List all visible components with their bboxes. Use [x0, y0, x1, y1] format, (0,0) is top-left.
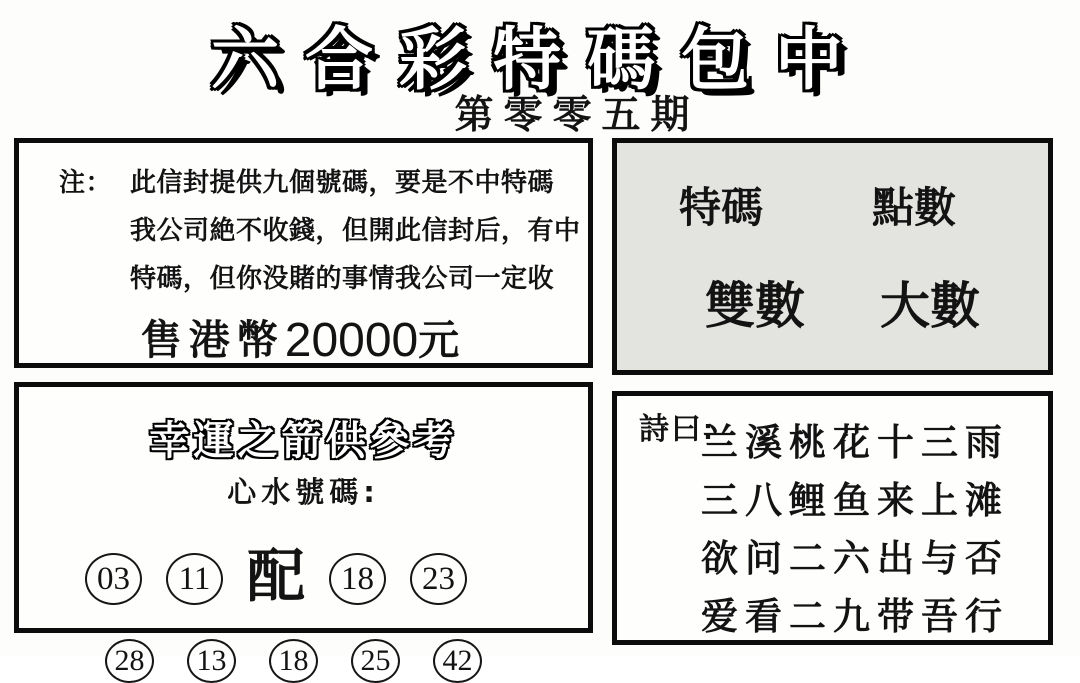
price-suffix: 元	[418, 316, 467, 364]
category-big-numbers: 大數	[880, 277, 980, 336]
category-points: 點數	[871, 182, 956, 232]
issue-number: 第零零五期	[454, 93, 700, 138]
category-special-code: 特碼	[679, 182, 764, 232]
categories-box	[612, 138, 1053, 375]
page-title: 六合彩特碼包中	[210, 21, 869, 100]
lucky-number-circle: 23	[410, 553, 467, 605]
poem-lines	[701, 414, 1038, 646]
poem-line-4: 爱看二九带吾行	[701, 595, 1009, 638]
notice-text	[19, 143, 588, 303]
note-line-2: 我公司絶不收錢，但開此信封后，有中	[130, 216, 581, 246]
lucky-numbers-row-2	[19, 639, 588, 683]
lucky-number-circle: 13	[187, 639, 236, 683]
lucky-subheading: 心水號碼:	[227, 475, 380, 509]
price-line	[19, 307, 588, 368]
poem-line-3: 欲问二六出与否	[701, 537, 1009, 580]
lucky-numbers-box	[14, 382, 593, 677]
note-line-3: 特碼，但你没賭的事情我公司一定收	[130, 264, 555, 294]
lucky-number-circle: 25	[351, 639, 400, 683]
poem-box	[612, 391, 1053, 645]
categories-row-2	[617, 266, 1048, 338]
lucky-numbers-row-1	[19, 537, 588, 621]
poem-line-2: 三八鲤鱼来上滩	[701, 479, 1009, 522]
lucky-number-circle: 11	[166, 553, 223, 605]
poem-line-1: 兰溪桃花十三雨	[701, 421, 1009, 464]
price-value: 20000	[284, 314, 419, 367]
lucky-number-circle: 03	[85, 553, 142, 605]
note-line-1: 此信封提供九個號碼，要是不中特碼	[130, 168, 555, 198]
categories-row-1	[617, 175, 1048, 235]
poem-label: 詩曰:	[639, 413, 715, 446]
lucky-number-circle: 28	[105, 639, 154, 683]
pair-character: 配	[246, 542, 305, 610]
price-prefix: 售港幣	[140, 316, 285, 364]
note-lines	[130, 159, 581, 303]
note-label: 注：	[59, 168, 113, 198]
lucky-number-circle: 18	[329, 553, 386, 605]
lucky-number-circle: 18	[269, 639, 318, 683]
category-even-numbers: 雙數	[705, 277, 805, 336]
lucky-number-circle: 42	[433, 639, 482, 683]
lucky-heading: 幸運之箭供參考	[149, 418, 458, 464]
notice-box	[14, 138, 593, 368]
